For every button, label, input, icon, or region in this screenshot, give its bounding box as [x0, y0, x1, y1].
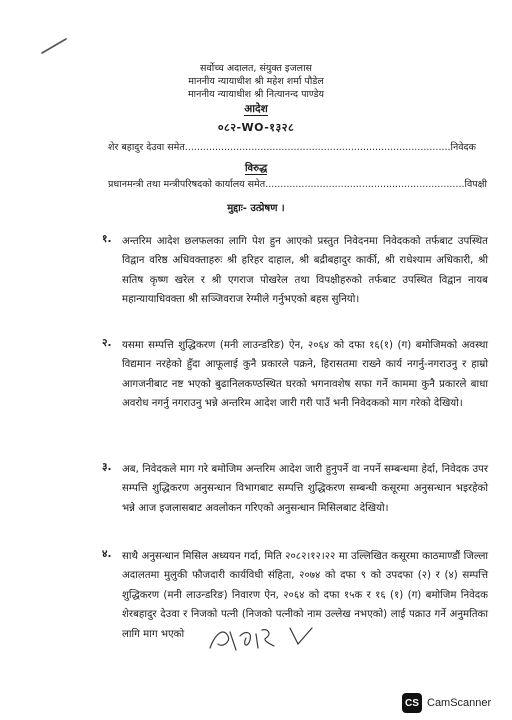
petitioner-role: निवेदक — [450, 142, 476, 153]
order-heading — [0, 102, 512, 116]
case-number: ०८२-WO-१३२८ — [217, 121, 295, 134]
respondent-role: विपक्षी — [464, 179, 487, 190]
camscanner-label: CamScanner — [427, 697, 492, 709]
case-subject: मुद्दाः- उत्प्रेषण । — [227, 203, 285, 214]
order-title-text: आदेश — [244, 103, 268, 115]
petitioner-name: शेर बहादुर देउवा समेत — [108, 142, 185, 153]
pencil-stroke-mark — [40, 36, 70, 56]
paragraph-number: ३. — [102, 461, 112, 473]
paragraph-text: अब, निवेदकले माग गरे बमोजिम अन्तरिम आदेश जारी हुनुपर्ने वा नपर्ने सम्बन्धमा हेर्दा, निवेदक उपर सम्पत्ति शुद्धिकरण अनुसन्धान विभागबाट सम्पत्ति शुद्धिकरण सम्बन्धी कसूरमा अनुसन्धान भइरहेको भन्ने आज इजलासबाट अवलोकन गरिएको अनुसन्धान मिसिलबाट देखियो। — [122, 464, 488, 514]
paragraph-text: साथै अनुसन्धान मिसिल अध्ययन गर्दा, मिति २०८२।१२।२२ मा उल्लिखित कसूरमा काठमाण्डौं जिल्ला अदालतमा मुलुकी फौजदारी कार्यविधी संहिता, २०७४ को दफा ९ को उपदफा (२) र (४) सम्पत्ति शुद्धिकरण (मनी लाउन्डरिङ) निवारण ऐन, २०६४ को दफा १५क र १६ (१) (ग) बमोजिम निवेदक शेरबहादुर देउवा र निजको पत्नी (निजको पत्नीको नाम उल्लेख नभएको) लाई पक्राउ गर्ने अनुमतिका लागि माग भएको — [122, 551, 488, 640]
paragraph-number: २. — [102, 337, 112, 349]
camscanner-watermark — [402, 693, 491, 713]
petitioner-dots: ........................................................................................ — [184, 142, 451, 153]
petitioner-line — [108, 141, 476, 154]
respondent-name: प्रधानमन्त्री तथा मन्त्रीपरिषदको कार्यालय समेत — [108, 179, 266, 190]
respondent-dots: .................................................................. — [265, 179, 465, 190]
respondent-line — [108, 178, 487, 191]
versus-text: विरुद्ध — [244, 163, 268, 174]
versus-heading — [0, 160, 512, 174]
camscanner-logo-icon: CS — [402, 693, 422, 713]
paragraph-text: यसमा सम्पत्ति शुद्धिकरण (मनी लाउन्डरिङ) ऐन, २०६४ को दफा १६(१) (ग) बमोजिमको अवस्था विद्यमान नरहेको हुँदा आफूलाई कुनै प्रकारले पक्रने, हिरासतमा राख्ने कार्य नगर्नु-नगराउनु र हाम्रो आगजनीबाट नष्ट भएको बुढानिलकण्ठस्थित घरको भगनावशेष सफा गर्ने काममा कुनै प्रकारले बाधा अवरोध नगर्नु नगराउनु भन्ने अन्तरिम आदेश जारी गरी पाउँ भनी निवेदकको माग गरेको देखियो। — [122, 340, 488, 410]
handwritten-initials — [206, 622, 336, 656]
paragraph-number: १. — [102, 233, 112, 245]
paragraph-number: ४. — [102, 548, 112, 560]
court-name: सर्वोच्च अदालत, संयुक्त इजलास — [200, 63, 312, 74]
paragraph-text: अन्तरिम आदेश छलफलका लागि पेश हुन आएको प्रस्तुत निवेदनमा निवेदकको तर्फबाट उपस्थित विद्वान वरिष्ठ अधिवक्ताहरुः श्री हरिहर दाहाल, श्री बद्रीबहादुर कार्की, श्री राधेश्याम अधिकारी, श्री सतिष कृष्ण खरेल र श्री एगराज पोखरेल तथा विपक्षीहरुको तर्फबाट उपस्थित विद्वान नायब महान्यायाधिवक्ता श्री सञ्जिवराज रेग्मीले गर्नुभएको बहस सुनियो। — [122, 236, 488, 306]
justice-line-1: माननीय न्यायाधीश श्री महेश शर्मा पौडेल — [188, 76, 324, 87]
justice-line-2: माननीय न्यायाधीश श्री नित्यानन्द पाण्डेय — [187, 89, 325, 100]
